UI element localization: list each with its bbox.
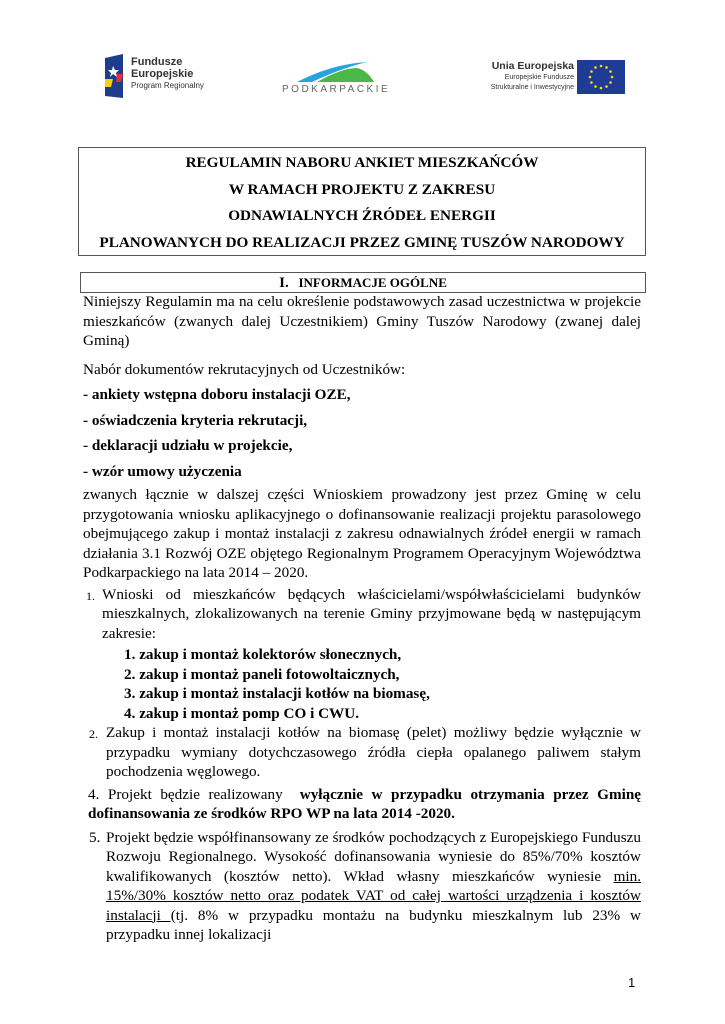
eu-star: [600, 87, 603, 90]
eu-star: [589, 76, 592, 79]
podkarpackie-hills-icon: [282, 60, 407, 86]
logo-text: Program Regionalny: [131, 81, 204, 90]
title-line: REGULAMIN NABORU ANKIET MIESZKAŃCÓW: [185, 154, 539, 171]
logo-fundusze-europejskie: [103, 54, 213, 100]
list-number: 4.: [88, 785, 100, 803]
sub-list: [83, 645, 641, 723]
item-text: Wnioski od mieszkańców będących właścicielami/współwłaścicielami budynków mieszkalnych, zlokalizowanych na terenie Gminy przyjmowane będą w następującym zakresie:: [102, 585, 641, 642]
nabor-paragraph: Nabór dokumentów rekrutacyjnych od Uczestników:: [83, 360, 406, 378]
doc-item: - ankiety wstępna doboru instalacji OZE,: [83, 386, 351, 403]
sub-num: 3.: [124, 685, 136, 702]
page-number: 1: [628, 975, 636, 990]
sub-text: zakup i montaż paneli fotowoltaicznych,: [139, 665, 400, 683]
eu-star: [600, 65, 603, 68]
doc-item: - oświadczenia kryteria rekrutacji,: [83, 411, 308, 429]
sub-list-item: [124, 704, 641, 724]
sub-text: zakup i montaż pomp CO i CWU.: [139, 704, 360, 722]
eu-star: [590, 81, 593, 84]
item-bold-text: wyłącznie w przypadku otrzymania przez Gminę dofinansowania ze środków RPO WP na lata 2014 -2020.: [88, 785, 642, 822]
list-item-1: [83, 585, 641, 644]
sub-list-item: [124, 665, 641, 685]
list-item-2: [83, 723, 641, 782]
section-label: INFORMACJE OGÓLNE: [298, 275, 447, 290]
list-number: 1.: [86, 588, 95, 603]
item-text: Projekt będzie współfinansowany ze środków pochodzących z Europejskiego Funduszu Rozwoju Regionalnego. Wysokość dofinansowania wyniesie do 85%/70% kosztów kwalifikowanych (kosztów netto). Wkład własny mieszkańców wyniesie: [106, 828, 641, 885]
logo-podkarpackie: [272, 60, 397, 100]
sub-num: 4.: [124, 704, 136, 722]
section-number: I.: [279, 275, 289, 291]
logo-unia-europejska: [450, 60, 630, 96]
eu-star: [594, 85, 597, 88]
doc-item: - deklaracji udziału w projekcie,: [83, 437, 293, 454]
sub-num: 2.: [124, 665, 136, 683]
item-text: Zakup i montaż instalacji kotłów na biomasę (pelet) możliwy będzie wyłącznie w przypadku wymiany dotychczasowego źródła ciepła opalanego paliwem stałym pochodzenia węglowego.: [106, 724, 641, 780]
eu-flag-icon: [577, 60, 625, 94]
sub-text: zakup i montaż kolektorów słonecznych,: [139, 646, 402, 663]
eu-star: [605, 85, 608, 88]
title-line: W RAMACH PROJEKTU Z ZAKRESU: [228, 180, 496, 198]
logo-text: Unia Europejska: [491, 60, 574, 72]
item-text: (tj. 8% w przypadku montażu na budynku mieszkalnym lub 23% w przypadku innej lokalizacji: [106, 906, 641, 943]
eu-star: [611, 76, 614, 79]
sub-num: 1.: [124, 646, 136, 663]
section-heading: [80, 272, 646, 293]
eu-star: [609, 70, 612, 73]
list-item-5: [83, 828, 641, 945]
fe-logo-icon: [103, 54, 125, 98]
logo-text: Fundusze: [131, 56, 183, 68]
sub-text: zakup i montaż instalacji kotłów na biomasę,: [139, 685, 430, 702]
title-line: ODNAWIALNYCH ŹRÓDEŁ ENERGII: [228, 207, 496, 224]
sub-list-item: [124, 645, 641, 665]
eu-star: [605, 66, 608, 69]
intro-paragraph: Niniejszy Regulamin ma na celu określenie podstawowych zasad uczestnictwa w projekcie mieszkańców (zwanych dalej Uczestnikiem) Gminy Tuszów Narodowy (zwanej dalej Gminą): [83, 293, 641, 349]
title-line: PLANOWANYCH DO REALIZACJI PRZEZ GMINĘ TUSZÓW NARODOWY: [99, 233, 625, 251]
list-item-4: [83, 785, 641, 824]
item-text: Projekt będzie realizowany: [107, 785, 292, 803]
underlined-text: min. 15%/30% kosztów netto oraz podatek VAT od całej wartości urządzenia i kosztów instalacji: [106, 867, 641, 924]
eu-star: [594, 66, 597, 69]
sub-list-item: [124, 684, 641, 704]
document-title-box: [78, 147, 646, 256]
logo-text: Europejskie Fundusze: [504, 74, 574, 81]
list-number: 5.: [89, 828, 101, 846]
logo-text: Strukturalne i Inwestycyjne: [490, 84, 574, 91]
eu-star: [609, 81, 612, 84]
zwanych-paragraph: zwanych łącznie w dalszej części Wnioskiem prowadzony jest przez Gminę w celu przygotowania wniosku aplikacyjnego o dofinansowanie realizacji projektu parasolowego obejmującego zakup i montaż instalacji z zakresu odnawialnych źródeł energii w ramach działania 3.1 Rozwój OZE objętego Regionalnym Programem Operacyjnym Województwa Podkarpackiego na lata 2014 – 2020.: [83, 486, 641, 581]
body-text: [83, 292, 641, 945]
list-number: 2.: [89, 727, 98, 741]
eu-star: [590, 70, 593, 73]
logo-text: PODKARPACKIE: [282, 84, 391, 95]
doc-item: - wzór umowy użyczenia: [83, 462, 242, 480]
logo-text: Europejskie: [131, 68, 194, 80]
